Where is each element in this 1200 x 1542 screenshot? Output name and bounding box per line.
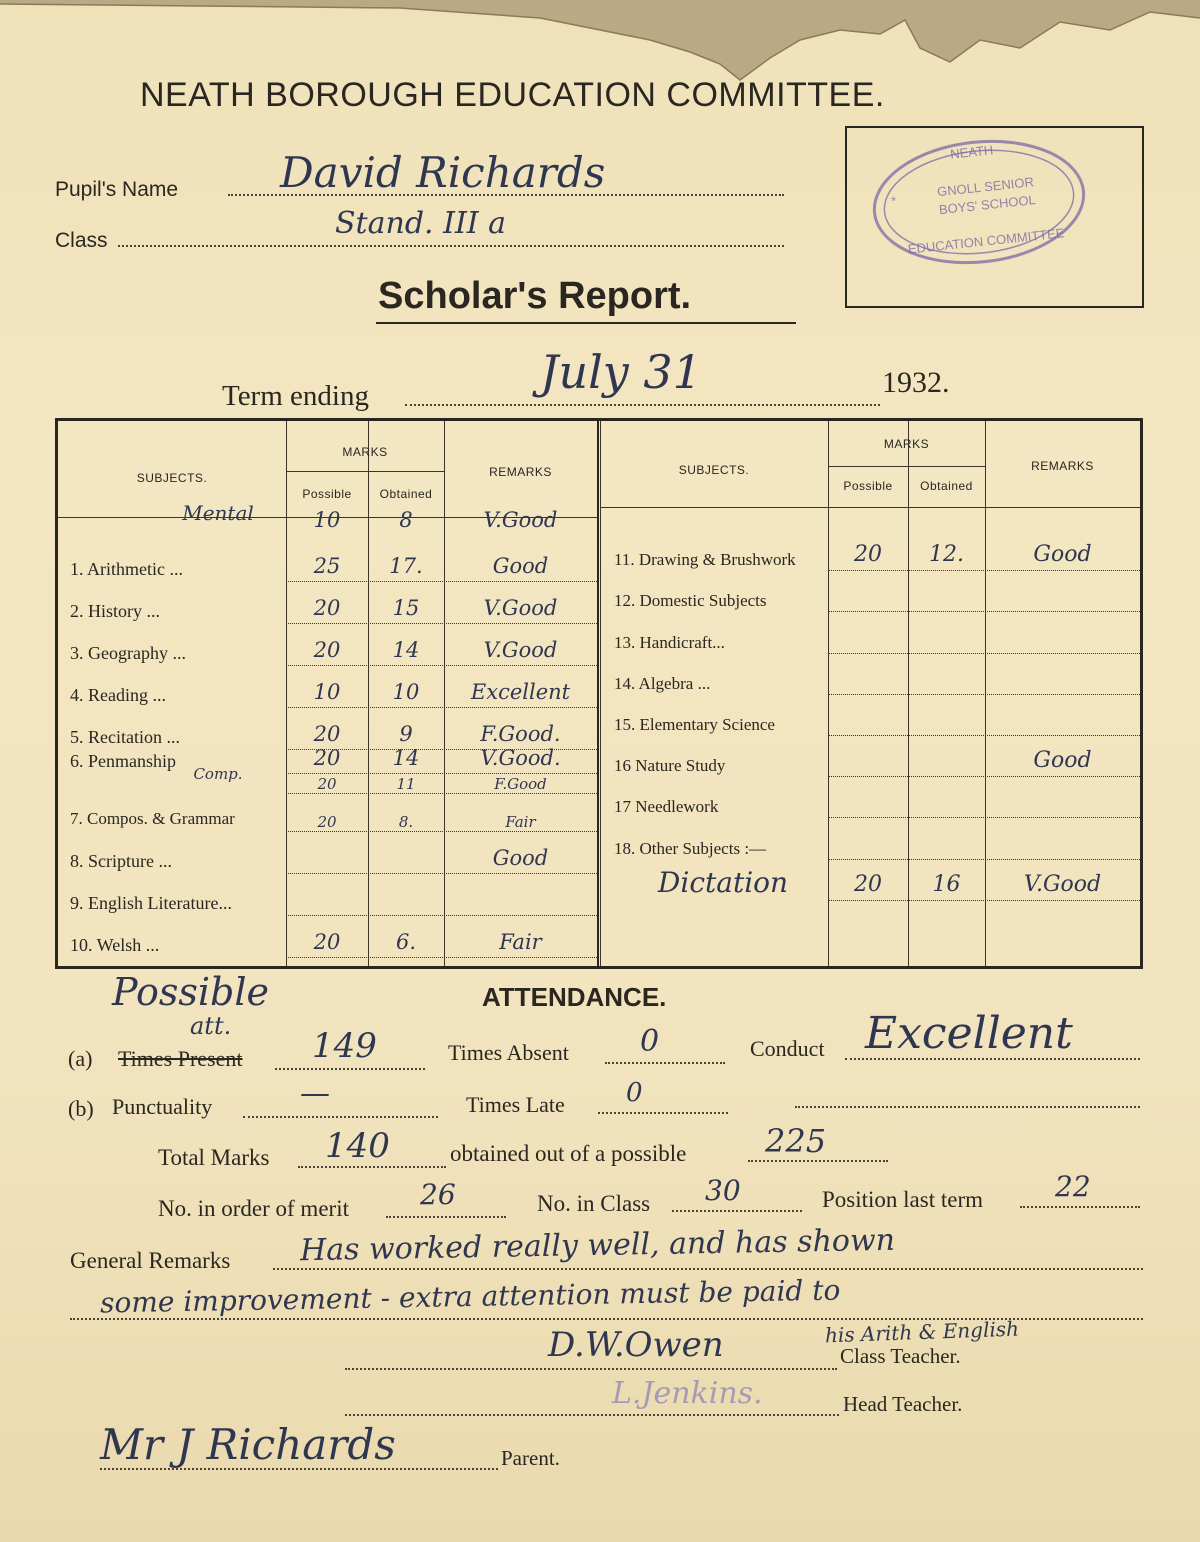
left-remarks-cell: F.Good	[494, 775, 547, 793]
left-possible-header: Possible	[302, 487, 352, 501]
right-subject-label: 11. Drawing & Brushwork	[614, 550, 796, 570]
right-possible-cell: 20	[854, 871, 882, 897]
left-remarks-cell: V.Good	[483, 508, 558, 532]
left-subject-label: 5. Recitation ...	[70, 727, 180, 747]
attendance-b-label: (b)	[68, 1096, 94, 1121]
left-obtained-cell: 6.	[395, 930, 417, 954]
right-marks-header: MARKS	[883, 437, 930, 451]
merit-value: 26	[420, 1178, 456, 1211]
left-obtained-cell: 9	[399, 722, 413, 746]
left-possible-cell: 10	[313, 508, 341, 532]
left-row-line	[286, 915, 597, 916]
right-subject-label: 18. Other Subjects :—	[614, 838, 767, 858]
pupil-name-label: Pupil's Name	[55, 178, 179, 201]
left-obtained-cell: 10	[392, 680, 420, 704]
general-remarks-line-1: Has worked really well, and has shown	[299, 1222, 896, 1269]
left-marks-header: MARKS	[342, 445, 388, 459]
right-subject-label: 12. Domestic Subjects	[614, 591, 767, 611]
right-row-line	[828, 776, 1140, 777]
left-subject-label: 2. History ...	[70, 601, 160, 621]
left-subject-label: 1. Arithmetic ...	[70, 559, 183, 579]
left-remarks-header: REMARKS	[489, 465, 552, 479]
times-present-label: Times Present	[118, 1046, 243, 1071]
last-term-value: 22	[1055, 1170, 1091, 1203]
left-remarks-cell: Fair	[505, 813, 536, 831]
left-possible-cell: 20	[313, 596, 341, 620]
right-row-line	[828, 735, 1140, 736]
right-possible-cell: 20	[854, 542, 882, 568]
stamp-line-3: BOYS' SCHOOL	[938, 192, 1037, 218]
right-row-line	[828, 611, 1140, 612]
times-absent-value: 0	[640, 1024, 660, 1059]
report-title-underline	[376, 322, 796, 324]
class-line	[118, 245, 784, 247]
right-remarks-cell: V.Good	[1023, 871, 1102, 897]
general-remarks-line-2: some improvement - extra attention must be paid to	[99, 1273, 841, 1320]
right-obtained-header: Obtained	[920, 479, 973, 493]
left-remarks-cell: Good	[492, 846, 549, 870]
right-subject-label: 15. Elementary Science	[614, 715, 775, 734]
parent-signature: Mr J Richards	[100, 1420, 396, 1469]
left-row-line	[286, 773, 597, 774]
right-remarks-header: REMARKS	[1031, 459, 1094, 473]
left-obtained-cell: 11	[396, 775, 416, 793]
class-value: Stand. III a	[335, 206, 507, 241]
head-teacher-label: Head Teacher.	[843, 1392, 963, 1416]
left-remarks-cell: Excellent	[470, 680, 571, 704]
left-possible-cell: 20	[313, 638, 341, 662]
left-subject-note: Comp.	[193, 765, 243, 783]
total-marks-value: 140	[325, 1126, 390, 1166]
term-ending-label: Term ending	[222, 380, 369, 412]
right-subjects-header: SUBJECTS.	[678, 463, 750, 477]
conduct-label: Conduct	[750, 1036, 825, 1061]
right-row-line	[828, 859, 1140, 860]
marks-table	[55, 418, 1143, 969]
left-row-line	[286, 831, 597, 832]
class-number-label: No. in Class	[537, 1191, 651, 1216]
term-ending-line	[405, 404, 880, 406]
head-teacher-signature: L.Jenkins.	[612, 1376, 763, 1411]
att-note: att.	[190, 1012, 232, 1040]
pupil-name-value: David Richards	[280, 148, 606, 197]
attendance-title: ATTENDANCE.	[482, 982, 667, 1012]
left-possible-cell: 10	[313, 680, 341, 704]
class-number-value: 30	[705, 1174, 741, 1207]
left-subject-label: 3. Geography ...	[70, 643, 186, 663]
times-present-value: 149	[312, 1026, 377, 1066]
attendance-a-label: (a)	[68, 1046, 93, 1071]
left-remarks-cell: Good	[492, 554, 549, 578]
conduct-value: Excellent	[865, 1008, 1073, 1059]
right-row-line	[828, 694, 1140, 695]
left-subject-label: 9. English Literature...	[70, 893, 232, 913]
left-subject-label: 6. Penmanship	[70, 751, 176, 771]
left-remarks-cell: V.Good	[483, 596, 558, 620]
left-row-line	[286, 957, 597, 958]
possible-total-value: 225	[765, 1122, 827, 1160]
times-late-label: Times Late	[466, 1092, 565, 1117]
report-title: Scholar's Report.	[378, 275, 692, 317]
term-date-value: July 31	[540, 345, 702, 399]
left-possible-cell: 20	[313, 746, 341, 770]
stamp-line-4: EDUCATION COMMITTEE	[907, 225, 1066, 257]
left-subject-label: 10. Welsh ...	[70, 935, 160, 955]
merit-label: No. in order of merit	[158, 1196, 349, 1221]
school-stamp-seal	[847, 128, 1142, 306]
out-of-label: obtained out of a possible	[450, 1141, 687, 1166]
left-subject-label: 7. Compos. & Grammar	[70, 809, 235, 828]
right-obtained-cell: 16	[932, 871, 961, 897]
stamp-line-1: NEATH	[949, 142, 994, 162]
left-subject-label: 8. Scripture ...	[70, 851, 172, 871]
left-remarks-cell: V.Good.	[480, 746, 561, 770]
left-obtained-cell: 17.	[389, 554, 423, 578]
left-obtained-cell: 15	[392, 596, 420, 620]
left-row-line	[286, 707, 597, 708]
left-row-line	[286, 623, 597, 624]
right-remarks-cell: Good	[1033, 542, 1092, 568]
left-possible-cell: 20	[313, 930, 341, 954]
times-late-value: 0	[626, 1078, 643, 1108]
left-row-line	[286, 873, 597, 874]
right-subject-label: 16 Nature Study	[614, 756, 726, 776]
school-stamp-box	[845, 126, 1144, 308]
right-subject-label: Dictation	[657, 865, 789, 899]
left-obtained-cell: 8	[399, 508, 413, 532]
left-obtained-cell: 14	[392, 746, 420, 770]
left-subject-note: Mental	[182, 501, 254, 525]
left-subject-label: 4. Reading ...	[70, 685, 166, 705]
left-row-line	[286, 665, 597, 666]
right-remarks-cell: Good	[1033, 748, 1092, 774]
last-term-label: Position last term	[822, 1187, 983, 1212]
class-teacher-signature: D.W.Owen	[548, 1325, 724, 1365]
left-possible-cell: 20	[317, 813, 337, 831]
class-label: Class	[55, 229, 108, 252]
right-subject-label: 17 Needlework	[614, 797, 719, 817]
left-obtained-cell: 14	[392, 638, 420, 662]
stamp-line-2: GNOLL SENIOR	[936, 174, 1035, 200]
left-remarks-cell: V.Good	[483, 638, 558, 662]
svg-text:*: *	[890, 193, 897, 209]
possible-note: Possible	[112, 970, 270, 1014]
total-marks-label: Total Marks	[158, 1145, 270, 1170]
punctuality-value: —	[300, 1076, 330, 1111]
parent-label: Parent.	[501, 1446, 560, 1470]
left-remarks-cell: F.Good.	[480, 722, 561, 746]
right-row-line	[828, 817, 1140, 818]
right-subject-label: 13. Handicraft...	[614, 632, 725, 652]
punctuality-label: Punctuality	[112, 1094, 213, 1119]
left-possible-cell: 25	[313, 554, 341, 578]
right-row-line	[828, 570, 1140, 571]
general-remarks-label: General Remarks	[70, 1248, 231, 1273]
left-obtained-header: Obtained	[379, 487, 433, 501]
left-remarks-cell: Fair	[499, 930, 542, 954]
left-subjects-header: SUBJECTS.	[136, 471, 208, 485]
right-row-line	[828, 900, 1140, 901]
right-possible-header: Possible	[843, 479, 893, 493]
term-year: 1932.	[882, 366, 950, 399]
general-remarks-line-3: his Arith & English	[824, 1316, 1020, 1348]
right-obtained-cell: 12.	[929, 542, 964, 568]
left-possible-cell: 20	[317, 775, 337, 793]
right-subject-label: 14. Algebra ...	[614, 673, 711, 693]
left-row-line	[286, 581, 597, 582]
committee-title: NEATH BOROUGH EDUCATION COMMITTEE.	[140, 76, 885, 114]
right-row-line	[828, 653, 1140, 654]
times-absent-label: Times Absent	[448, 1040, 569, 1065]
left-obtained-cell: 8.	[398, 813, 414, 831]
left-row-line	[286, 793, 597, 794]
left-possible-cell: 20	[313, 722, 341, 746]
class-teacher-label: Class Teacher.	[840, 1344, 961, 1368]
